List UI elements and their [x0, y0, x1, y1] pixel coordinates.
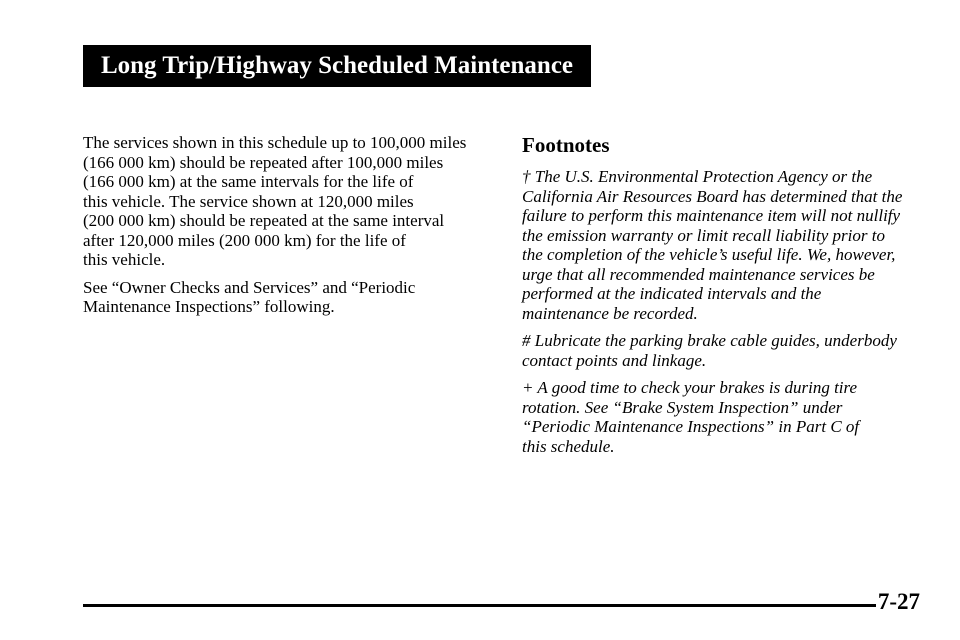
right-column	[522, 133, 932, 464]
text-line: failure to perform this maintenance item will not nullify	[522, 206, 901, 225]
text-line: maintenance be recorded.	[522, 303, 698, 323]
text-line: Maintenance Inspections” following.	[83, 297, 335, 316]
left-column	[83, 133, 503, 325]
text-line: this schedule.	[522, 436, 615, 456]
section-header	[83, 45, 591, 87]
section-title: Long Trip/Highway Scheduled Maintenance	[100, 52, 574, 79]
text-line: urge that all recommended maintenance services be	[522, 264, 875, 284]
text-line: The services shown in this schedule up to 100,000 miles	[83, 133, 467, 152]
text-line: this vehicle.	[83, 250, 166, 269]
text-line: contact points and linkage.	[522, 350, 707, 370]
text-line: California Air Resources Board has determined that the	[522, 186, 903, 206]
page-number: 7-27	[877, 589, 920, 614]
text-line: † The U.S. Environmental Protection Agency or the	[522, 167, 873, 186]
footnote-plus	[522, 378, 932, 456]
footnotes-heading: Footnotes	[522, 133, 610, 157]
text-line: (166 000 km) should be repeated after 100,000 miles	[83, 152, 444, 172]
text-line: # Lubricate the parking brake cable guides, underbody	[522, 331, 897, 350]
text-line: “Periodic Maintenance Inspections” in Part C of	[522, 417, 860, 436]
text-line: (200 000 km) should be repeated at the same interval	[83, 211, 445, 230]
footnote-hash	[522, 331, 932, 370]
text-line: See “Owner Checks and Services” and “Periodic	[83, 277, 416, 297]
schedule-repeat-paragraph	[83, 133, 503, 270]
text-line: (166 000 km) at the same intervals for the life of	[83, 172, 414, 191]
text-line: the emission warranty or limit recall liability prior to	[522, 225, 885, 245]
footer-rule	[83, 604, 876, 607]
text-line: this vehicle. The service shown at 120,000 miles	[83, 191, 414, 211]
text-line: performed at the indicated intervals and the	[522, 284, 822, 303]
footnote-dagger	[522, 167, 932, 323]
text-line: the completion of the vehicle’s useful life. We, however,	[522, 245, 896, 264]
see-also-paragraph	[83, 278, 503, 317]
text-line: after 120,000 miles (200 000 km) for the life of	[83, 230, 406, 250]
text-line: rotation. See “Brake System Inspection” under	[522, 397, 843, 417]
text-line: + A good time to check your brakes is during tire	[522, 378, 858, 397]
